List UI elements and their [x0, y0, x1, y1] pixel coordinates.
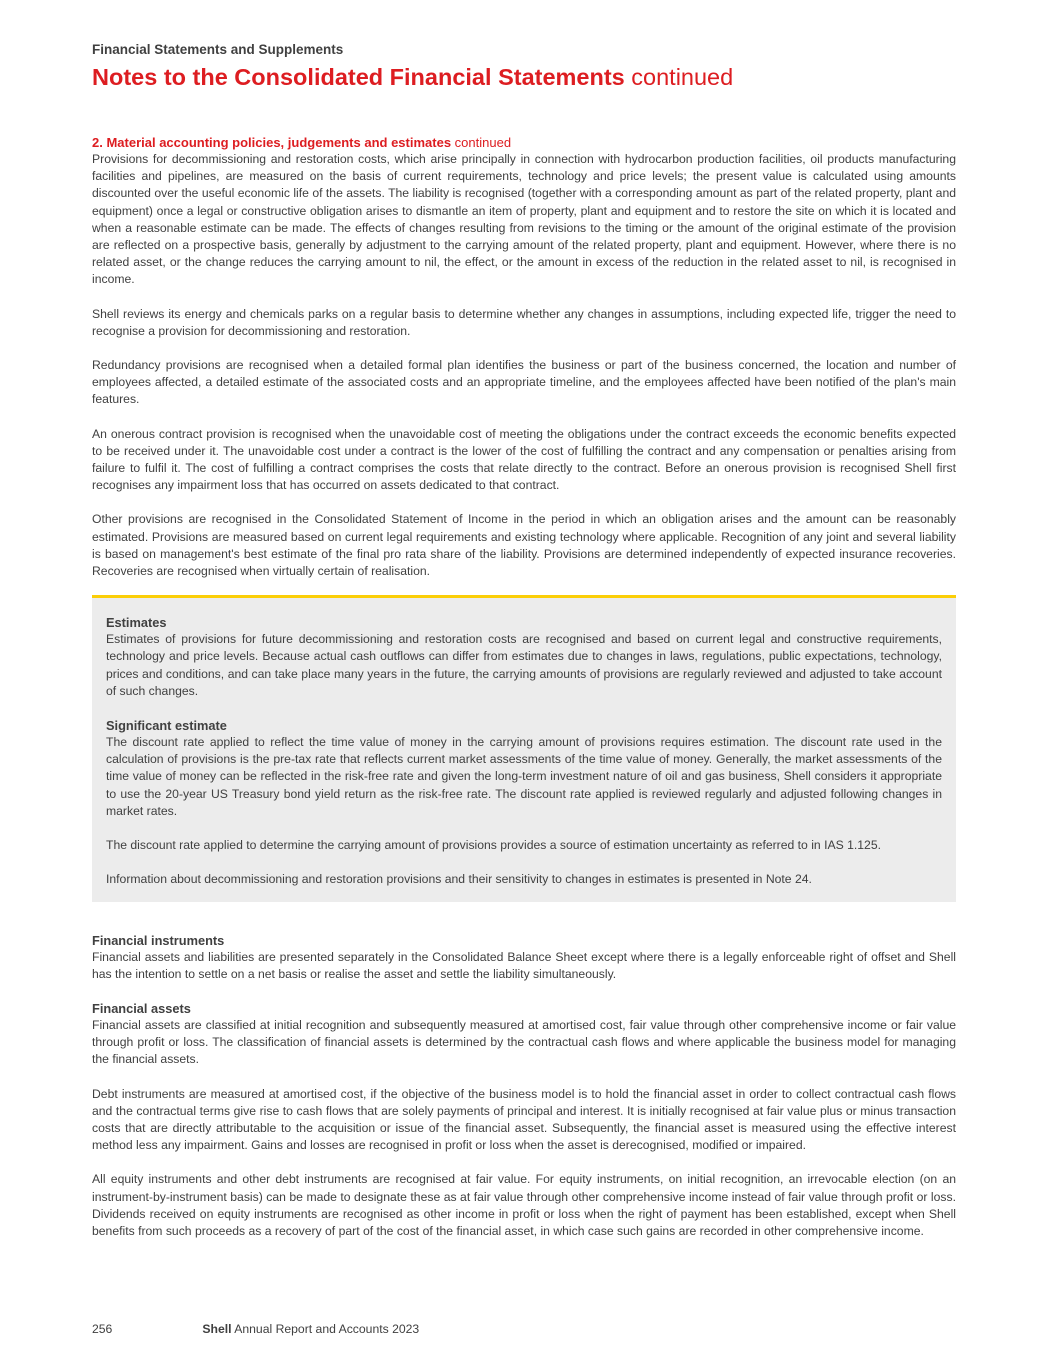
footer-brand: Shell: [202, 1322, 232, 1336]
page-number: 256: [92, 1322, 113, 1336]
section-heading-suffix: continued: [454, 135, 512, 150]
paragraph-decommissioning: Provisions for decommissioning and restoration costs, which arise principally in connection with hydrocarbon production facilities, oil products manufacturing facilities and pipelines, are measured on the basis of current requirements, technology and price levels; the present value is calculated using amounts discounted over the useful economic life of the assets. The liability is recognised (together with a corresponding amount as part of the related property, plant and equipment) once a legal or constructive obligation arises to dismantle an item of property, plant and equipment and to restore the site on which it is located and when a reasonable estimate can be made. The effects of changes resulting from revisions to the timing or the amount of the original estimate of the provision are reflected on a prospective basis, generally by adjustment to the carrying amount of the related property, plant and equipment. However, where there is no related asset, or the change reduces the carrying amount to nil, the effect, or the amount in excess of the reduction in the related asset to nil, is recognised in income.: [92, 152, 956, 287]
section-heading: [92, 134, 956, 151]
ias-reference-text: The discount rate applied to determine the carrying amount of provisions provides a source of estimation uncertainty as referred to in IAS 1.125.: [106, 838, 882, 853]
main-content: [92, 134, 956, 1240]
financial-assets-debt-instruments: Debt instruments are measured at amortised cost, if the objective of the business model is to hold the financial asset in order to collect contractual cash flows and the contractual terms give rise to cash flows that are solely payments of principal and interest. It is initially recognised at fair value plus or minus transaction costs that are directly attributable to the acquisition or issue of the financial asset. Subsequently, the financial asset is measured using the effective interest method less any impairment. Gains and losses are recognised in profit or loss when the asset is derecognised, modified or impaired.: [92, 1086, 956, 1153]
financial-instruments-heading: Financial instruments: [92, 932, 225, 948]
paragraph-parks-review: Shell reviews its energy and chemicals parks on a regular basis to determine whether any changes in assumptions, including expected life, trigger the need to recognise a provision for decommissioning and restoration.: [92, 306, 956, 338]
page-title: [92, 64, 733, 91]
significant-estimate-text: The discount rate applied to reflect the time value of money in the carrying amount of provisions requires estimation. The discount rate used in the calculation of provisions is the pre-tax rate that reflects current market assessments of the time value of money. Generally, the market assessments of the time value of money can be reflected in the risk-free rate and given the long-term investment nature of oil and gas business, Shell considers it appropriate to use the 20-year US Treasury bond yield return as the risk-free rate. The discount rate applied is reviewed regularly and adjusted following changes in market rates.: [106, 735, 942, 818]
significant-estimate-heading: Significant estimate: [106, 718, 227, 734]
page-title-suffix: continued: [631, 64, 734, 90]
financial-assets-equity-instruments: All equity instruments and other debt instruments are recognised at fair value. For equity instruments, on initial recognition, an irrevocable election (on an instrument-by-instrument basis) can be made to designate these as at fair value through other comprehensive income instead of fair value through profit or loss. Dividends received on equity instruments are recognised as other income in profit or loss when the right of payment has been established, except when Shell benefits from such proceeds as a recovery of part of the cost of the financial asset, in which case such gains are recorded in other comprehensive income.: [92, 1172, 956, 1238]
footer-report-title: Annual Report and Accounts 2023: [234, 1322, 420, 1336]
financial-assets-classification: Financial assets are classified at initial recognition and subsequently measured at amortised cost, fair value through other comprehensive income or fair value through profit or loss. The classification of financial assets is determined by the contractual cash flows and where applicable the business model for managing the financial assets.: [92, 1017, 956, 1067]
estimates-box: [92, 595, 956, 901]
estimates-heading: Estimates: [106, 615, 167, 631]
paragraph-onerous-contract: An onerous contract provision is recognised when the unavoidable cost of meeting the obligations under the contract exceeds the economic benefits expected to be received under it. The unavoidable cost under a contract is the lower of the cost of fulfilling the contract and any compensation or penalties arising from failure to fulfil it. The cost of fulfilling a contract comprises the costs that relate directly to the contract. Before an onerous provision is recognised Shell first recognises any impairment loss that has occurred on assets dedicated to that contract.: [92, 426, 956, 493]
page-footer: [92, 1322, 419, 1336]
section-label: Financial Statements and Supplements: [92, 42, 344, 57]
paragraph-redundancy: Redundancy provisions are recognised when a detailed formal plan identifies the business or part of the business concerned, the location and number of employees affected, a detailed estimate of the associated costs and an appropriate timeline, and the employees affected have been notified of the plan's main features.: [92, 358, 956, 407]
estimates-text: Estimates of provisions for future decommissioning and restoration costs are recognised and based on current legal and constructive requirements, technology and price levels. Because actual cash outflows can differ from estimates due to changes in laws, regulations, public expectations, technology, prices and conditions, and can take place many years in the future, the carrying amounts of provisions are regularly reviewed and adjusted to take account of such changes.: [106, 632, 942, 698]
financial-assets-heading: Financial assets: [92, 1000, 191, 1016]
financial-instruments-text: Financial assets and liabilities are presented separately in the Consolidated Balance Sheet except where there is a legally enforceable right of offset and Shell has the intention to settle on a net basis or realise the asset and settle the liability simultaneously.: [92, 949, 956, 981]
section-heading-text: 2. Material accounting policies, judgements and estimates: [92, 135, 452, 150]
paragraph-other-provisions: Other provisions are recognised in the Consolidated Statement of Income in the period in which an obligation arises and the amount can be reasonably estimated. Provisions are measured based on current legal requirements and existing technology where applicable. Recognition of any joint and several liability is based on management's best estimate of the final pro rata share of the liability. Provisions are determined independently of expected insurance recoveries. Recoveries are recognised when virtually certain of realisation.: [92, 512, 956, 579]
note-reference-text: Information about decommissioning and restoration provisions and their sensitivity to changes in estimates is presented in Note 24.: [106, 872, 812, 887]
page-title-text: Notes to the Consolidated Financial Statements: [92, 64, 625, 90]
